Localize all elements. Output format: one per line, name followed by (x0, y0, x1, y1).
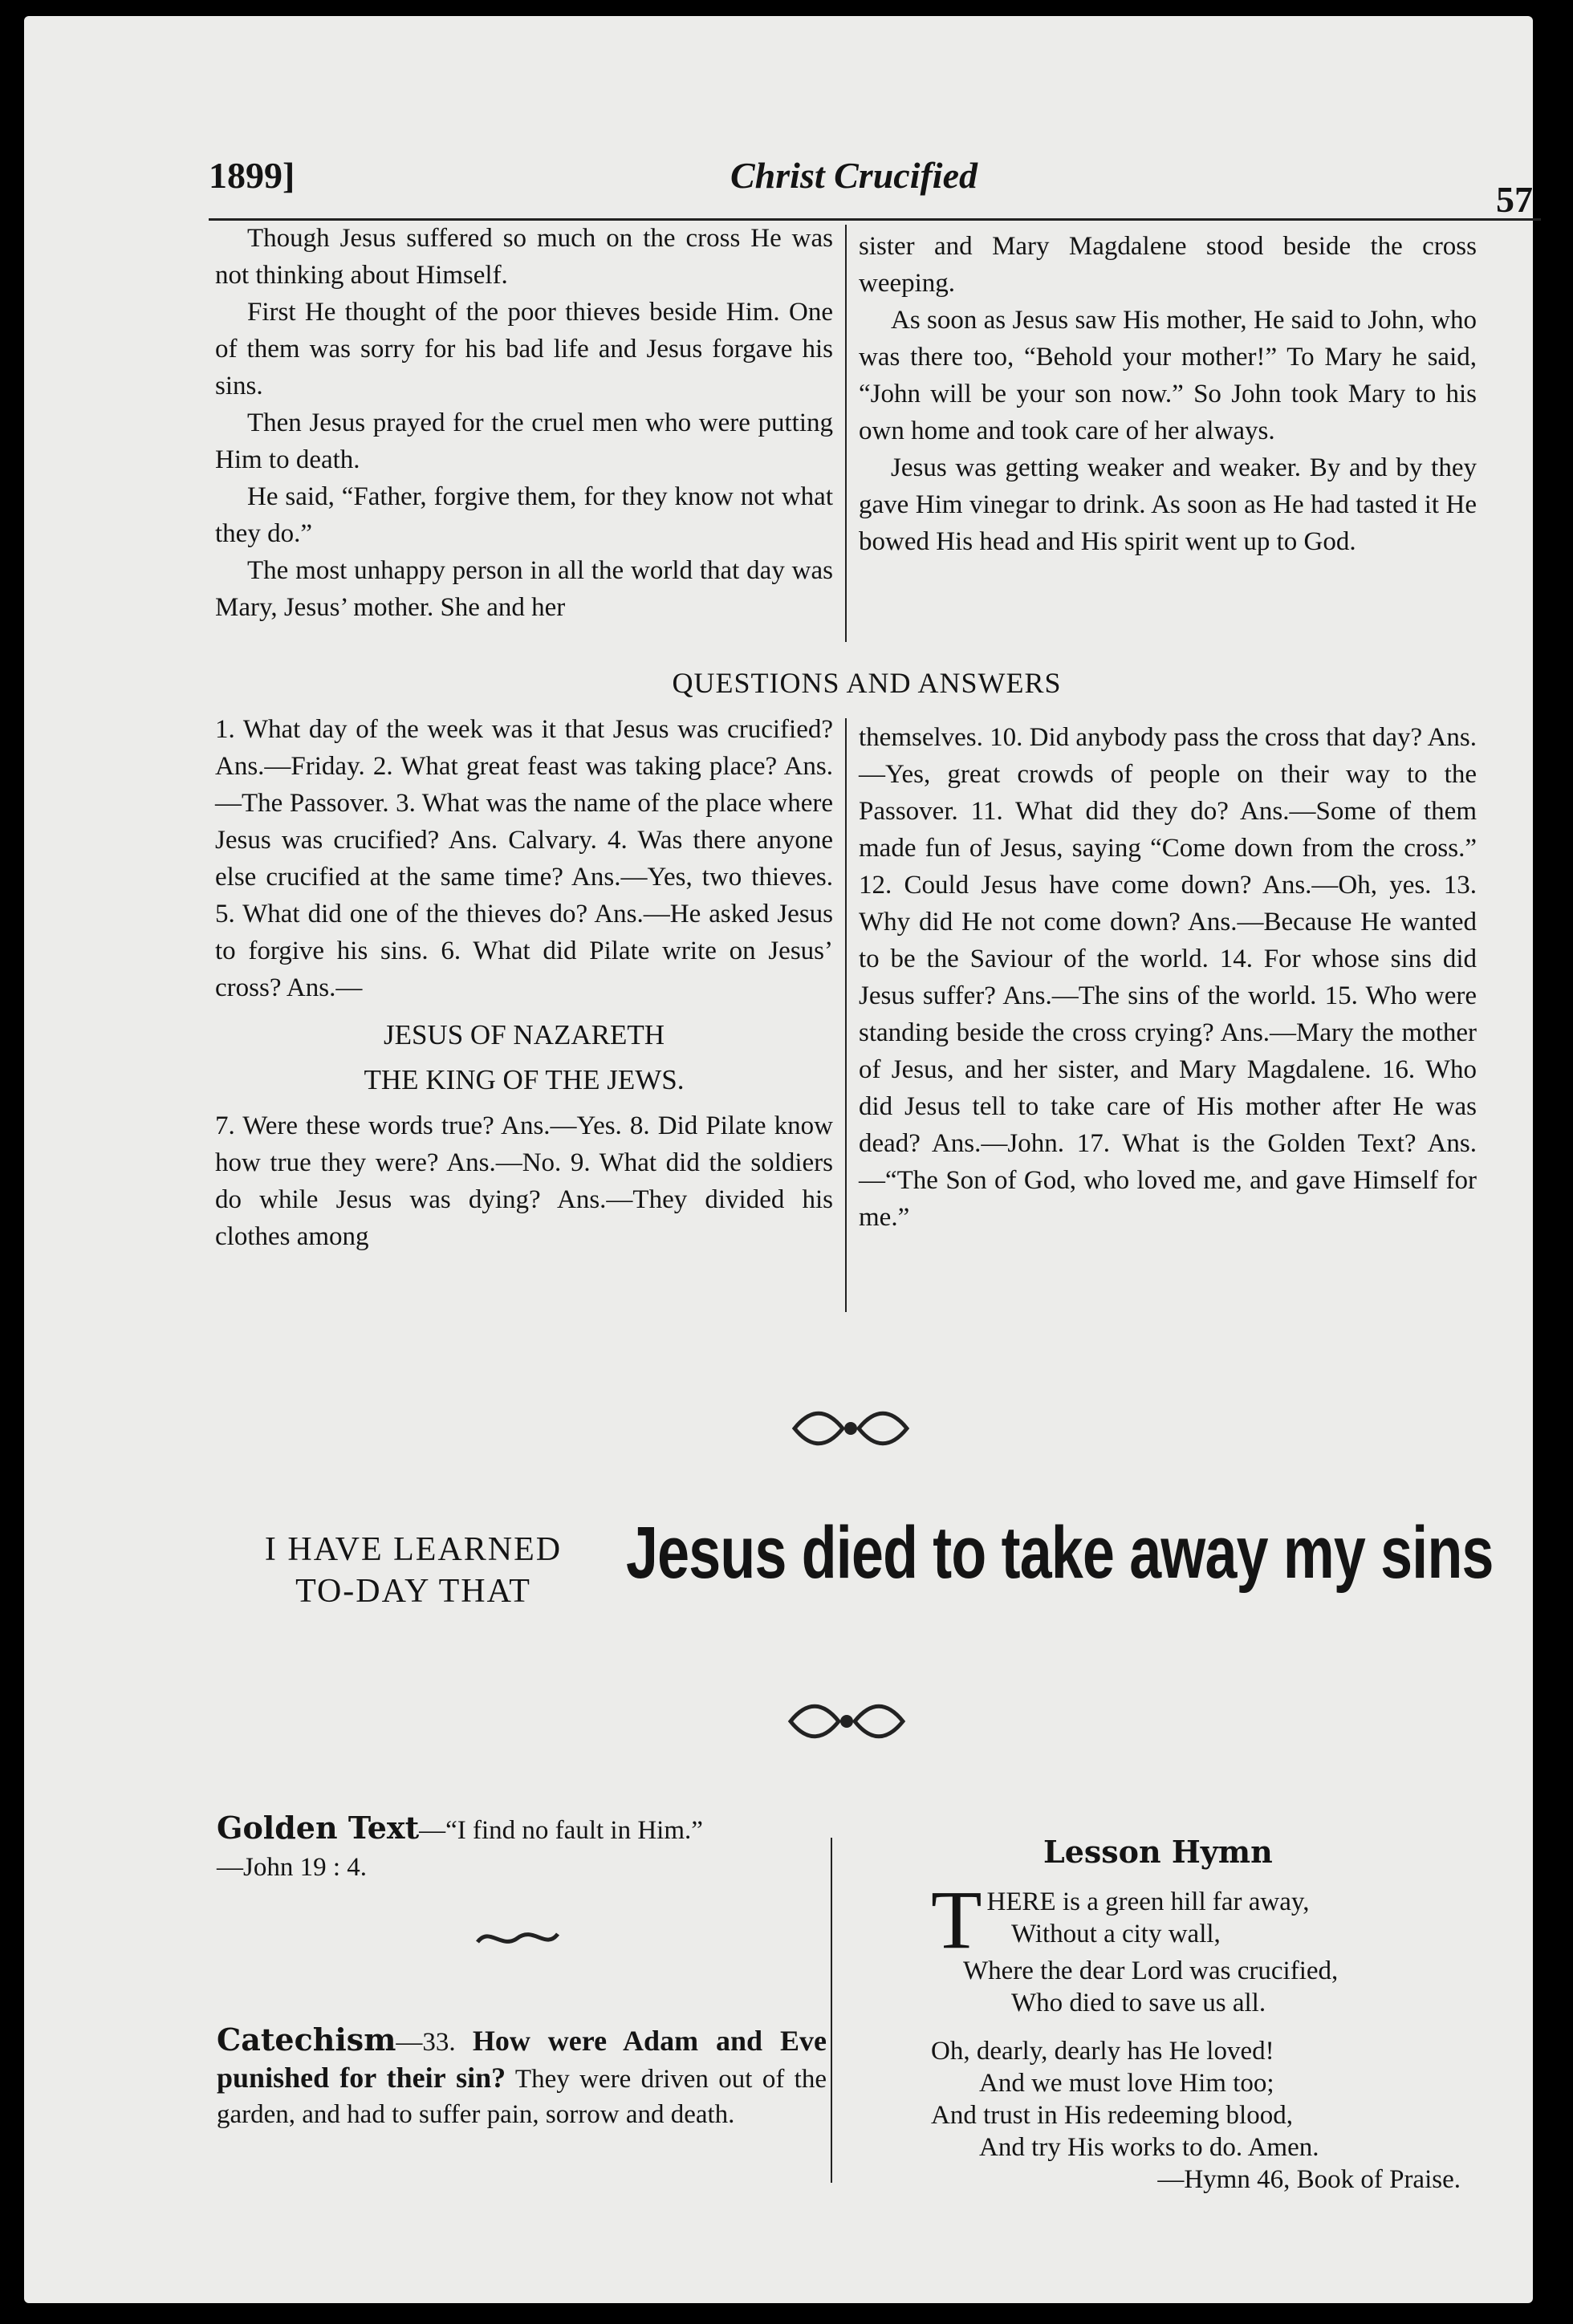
swirl-icon (469, 1922, 566, 1954)
running-header (209, 144, 1541, 220)
hymn-line: Who died to save us all. (1011, 1989, 1266, 2017)
qa-left-column (215, 711, 833, 1255)
golden-text (217, 1810, 835, 1886)
hymn-title: Lesson Hymn (1043, 1834, 1273, 1870)
catechism (217, 2022, 827, 2132)
story-paragraph: Then Jesus prayed for the cruel men who were putting Him to death. (215, 408, 833, 474)
column-divider (831, 1838, 832, 2183)
questions-heading: QUESTIONS AND ANSWERS (672, 667, 1062, 699)
ornament-divider (786, 1404, 915, 1464)
column-divider (845, 718, 847, 1312)
qa-text: 7. Were these words true? Ans.—Yes. 8. Did Pilate know how true they were? Ans.—No. 9. What did the soldiers do while Jesus was dying? Ans.—They divided his clothes among (215, 1111, 833, 1251)
learned-label: I HAVE LEARNED TO-DAY THAT (264, 1531, 563, 1610)
hymn-line: And try His works to do. Amen. (979, 2133, 1319, 2162)
catechism-answer: They were driven out of the garden, and had to suffer pain, sorrow and death. (217, 2065, 827, 2129)
drop-cap: T (931, 1874, 982, 1966)
story-paragraph: As soon as Jesus saw His mother, He said to John, who was there too, “Behold your mother!” To Mary he said, “John will be your son now.” So John took Mary to his own home and took care of her always. (859, 306, 1477, 445)
story-paragraph: Jesus was getting weaker and weaker. By and by they gave Him vinegar to drink. As soon as He had tasted it He bowed His head and His spirit went up to God. (859, 453, 1477, 556)
hymn-line: Where the dear Lord was crucified, (963, 1956, 1339, 1985)
hymn-attribution: —Hymn 46, Book of Praise. (1157, 2165, 1461, 2194)
hymn-line: Oh, dearly, dearly has He loved! (931, 2037, 1274, 2066)
lesson-hymn (931, 1874, 1493, 2196)
story-paragraph: First He thought of the poor thieves beside Him. One of them was sorry for his bad life and Jesus forgave his sins. (215, 298, 833, 400)
flourish-icon (782, 1697, 911, 1745)
flourish-icon (786, 1404, 915, 1452)
hymn-line: And we must love Him too; (979, 2069, 1274, 2098)
qa-text: 1. What day of the week was it that Jesus was crucified? Ans.—Friday. 2. What great feast was taking place? Ans.—The Passover. 3. What was the name of the place where Jesus was crucified? Ans. Calvary. 4. Was there anyone else crucified at the same time? Ans.—Yes, two thieves. 5. What did one of the thieves do? Ans.—He asked Jesus to forgive his sins. 6. What did Pilate write on Jesus’ cross? Ans.— (215, 715, 833, 1002)
story-paragraph: He said, “Father, forgive them, for they know not what they do.” (215, 482, 833, 548)
hymn-line: Without a city wall, (1011, 1920, 1221, 1948)
cross-inscription-line: THE KING OF THE JEWS. (364, 1064, 685, 1095)
page-number: 57 (1496, 179, 1533, 220)
catechism-number: —33. (396, 2028, 456, 2057)
qa-text: themselves. 10. Did anybody pass the cross that day? Ans.—Yes, great crowds of people on their way to the Passover. 11. What did they do? Ans.—Some of them made fun of Jesus, saying “Come down from the cross.” 12. Could Jesus have come down? Ans.—Oh, yes. 13. Why did He not come down? Ans.—Because He wanted to be the Saviour of the world. 14. For whose sins did Jesus suffer? Ans.—The sins of the world. 15. Who were standing beside the cross crying? Ans.—Mary the mother of Jesus, and her sister, and Mary Magdalene. 16. Who did Jesus tell to take care of His mother after He was dead? Ans.—John. 17. What is the Golden Text? Ans.—“The Son of God, who loved me, and gave Himself for me.” (859, 723, 1477, 1232)
story-paragraph: Though Jesus suffered so much on the cross He was not thinking about Himself. (215, 224, 833, 290)
hymn-line: HERE is a green hill far away, (986, 1887, 1310, 1916)
learned-statement: Jesus died to take away my sins (626, 1512, 1494, 1594)
story-left-column (215, 220, 833, 626)
header-year: 1899] (209, 155, 295, 196)
golden-text-label: Golden Text (217, 1810, 420, 1846)
catechism-question: How were Adam and Eve punished for their sin? (217, 2025, 827, 2094)
column-divider (845, 225, 847, 642)
cross-inscription-line: JESUS OF NAZARETH (383, 1019, 665, 1050)
story-paragraph: The most unhappy person in all the world that day was Mary, Jesus’ mother. She and her (215, 556, 833, 622)
ornament-small (461, 1922, 574, 1962)
qa-right-column (859, 719, 1477, 1236)
ornament-divider (782, 1697, 911, 1757)
story-right-column (859, 228, 1477, 560)
story-paragraph: sister and Mary Magdalene stood beside the cross weeping. (859, 232, 1477, 298)
header-title: Christ Crucified (730, 155, 978, 196)
hymn-line: And trust in His redeeming blood, (931, 2101, 1293, 2130)
golden-text-quote: —“I find no fault in Him.” (419, 1816, 703, 1845)
catechism-label: Catechism (217, 2021, 396, 2058)
golden-text-reference: —John 19 : 4. (217, 1853, 368, 1882)
